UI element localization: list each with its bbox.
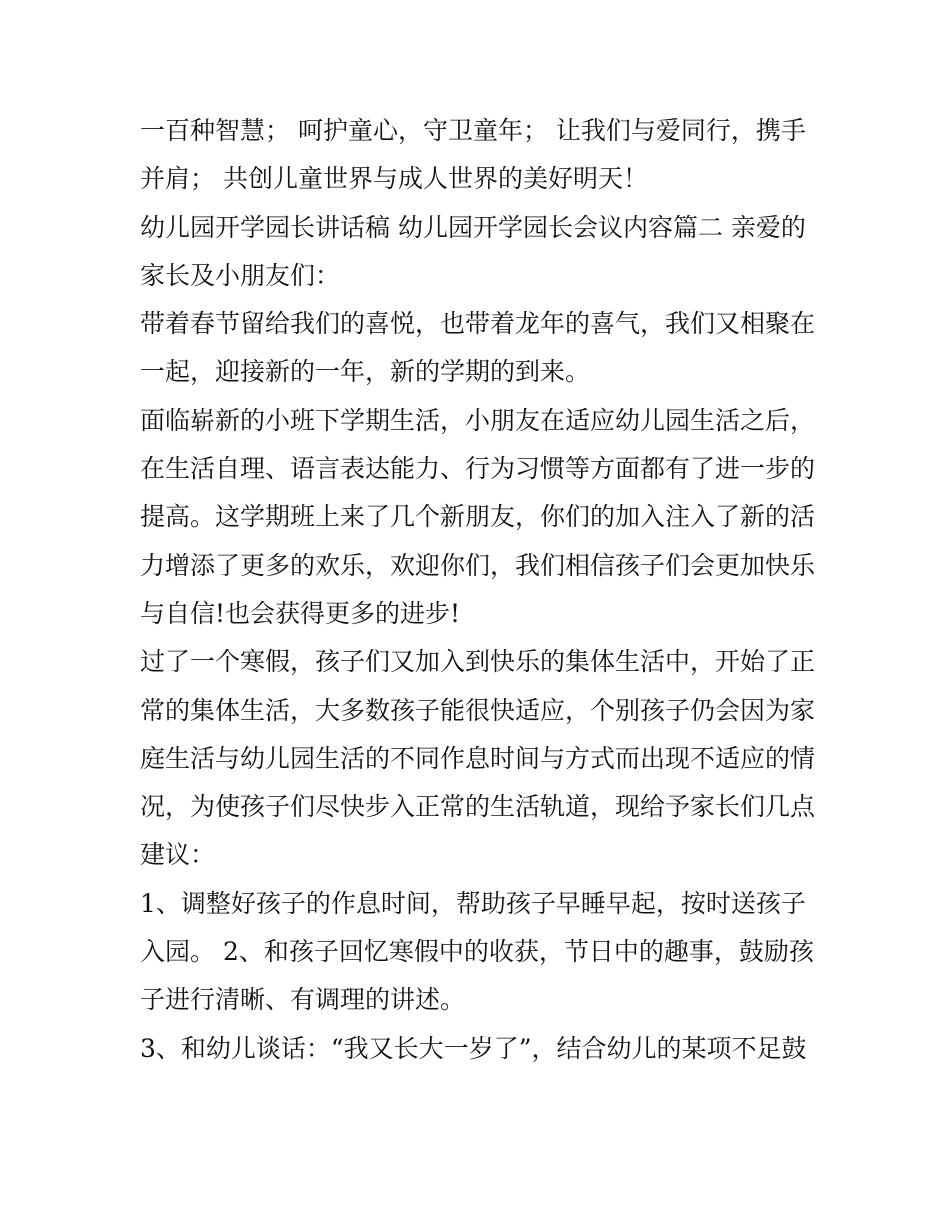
text-line: 庭生活与幼儿园生活的不同作息时间与方式而出现不适应的情 [140,743,816,773]
document-body [140,107,820,1073]
text-line: 带着春节留给我们的喜悦，也带着龙年的喜气，我们又相聚在 [140,309,816,339]
text-line: 常的集体生活，大多数孩子能很快适应，个别孩子仍会因为家 [140,695,816,725]
text-line: 力增添了更多的欢乐，欢迎你们，我们相信孩子们会更加快乐 [140,550,816,580]
text-line: 幼儿园开学园长讲话稿 幼儿园开学园长会议内容篇二 亲爱的 [140,212,806,242]
text-line: 一百种智慧； 呵护童心，守卫童年； 让我们与爱同行，携手 [140,116,806,145]
text-line: 过了一个寒假，孩子们又加入到快乐的集体生活中，开始了正 [140,647,816,677]
text-line: 况，为使孩子们尽快步入正常的生活轨道，现给予家长们几点 [140,792,816,822]
text-line: 提高。这学期班上来了几个新朋友，你们的加入注入了新的活 [140,502,816,532]
text-line: 与自信!也会获得更多的进步! [140,598,461,628]
text-line: 3、和幼儿谈话：“我又长大一岁了”，结合幼儿的某项不足鼓 [140,1033,807,1063]
text-line: 1、调整好孩子的作息时间，帮助孩子早睡早起，按时送孩子 [140,888,806,918]
text-line: 在生活自理、语言表达能力、行为习惯等方面都有了进一步的 [140,454,816,484]
text-line: 一起，迎接新的一年，新的学期的到来。 [140,357,591,387]
text-line: 子进行清晰、有调理的讲述。 [140,985,466,1015]
text-line: 并肩； 共创儿童世界与成人世界的美好明天！ [140,164,648,194]
text-line: 建议： [140,840,216,870]
text-line: 家长及小朋友们： [140,260,341,290]
text-line: 入园。 2、和孩子回忆寒假中的收获，节日中的趣事，鼓励孩 [140,937,814,967]
text-line: 面临崭新的小班下学期生活，小朋友在适应幼儿园生活之后， [140,405,816,435]
